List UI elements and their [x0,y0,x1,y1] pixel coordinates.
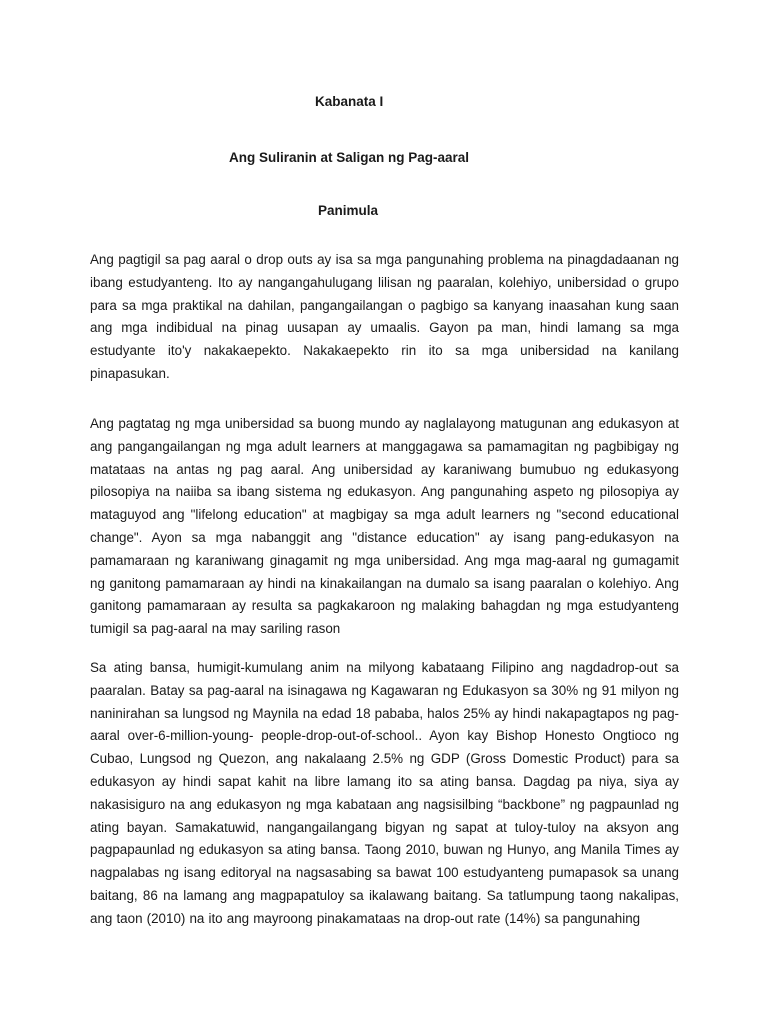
chapter-title: Ang Suliranin at Saligan ng Pag-aaral [229,150,470,165]
paragraph: Sa ating bansa, humigit-kumulang anim na milyong kabataang Filipino ang nagdadrop-out sa paaralan. Batay sa pag-aaral na isinagawa ng Kagawaran ng Edukasyon sa 30% ng 91 milyon ng naninirahan sa lungsod ng Maynila na edad 18 pababa, halos 25% ay hindi nakapagtapos ng pag-aaral over-6-million-young- people-drop-out-of-school.. Ayon kay Bishop Honesto Ongtioco ng Cubao, Lungsod ng Quezon, ang nakalaang 2.5% ng GDP (Gross Domestic Product) para sa edukasyon ay hindi sapat kahit na libre lamang ito sa ating bansa. Dagdag pa niya, siya ay nakasisiguro na ang edukasyon ng mga kabataan ang nagsisilbing “backbone” ng pagpaunlad ng ating bayan. Samakatuwid, nangangailangang bigyan ng sapat at tuloy-tuloy na aksyon ang pagpapaunlad ng edukasyon sa ating bansa. Taong 2010, buwan ng Hunyo, ang Manila Times ay nagpalabas ng isang editoryal na nagsasabing sa bawat 100 estudyanteng pumapasok sa unang baitang, 86 na lamang ang magpapatuloy sa ikalawang baitang. Sa tatlumpung taong nakalipas, ang taon (2010) na ito ang mayroong pinakamataas na drop-out rate (14%) sa pangunahing [90,660,679,926]
paragraph: Ang pagtigil sa pag aaral o drop outs ay isa sa mga pangunahing problema na pinagdadaanan ng ibang estudyanteng. Ito ay nangangahulugang lilisan ng paaralan, kolehiyo, unibersidad o grupo para sa mga praktikal na dahilan, pangangailangan o pagbigo sa kanyang inaasahan kung saan ang mga indibidual na pinag uusapan ay umaalis. Gayon pa man, hindi lamang sa mga estudyante ito'y nakakaepekto. Nakakaepekto rin ito sa mga unibersidad na kanilang pinapasukan. [90,252,679,381]
chapter-heading: Kabanata I [315,94,384,109]
section-heading: Panimula [318,203,379,218]
paragraph: Ang pagtatag ng mga unibersidad sa buong mundo ay naglalayong matugunan ang edukasyon at ang pangangailangan ng mga adult learners at manggagawa sa pamamagitan ng pagbibigay ng matataas na antas ng pag aaral. Ang unibersidad ay karaniwang bumubuo ng edukasyong pilosopiya na naiiba sa ibang sistema ng edukasyon. Ang pangunahing aspeto ng pilosopiya ay mataguyod ang "lifelong education" at magbigay sa mga adult learners ng "second educational change". Ayon sa mga nabanggit ang "distance education" ay isang pang-edukasyon na pamamaraan ng karaniwang ginagamit ng mga unibersidad. Ang mga mag-aaral ng gumagamit ng ganitong pamamaraan ay hindi na kinakailangan na dumalo sa isang paaralan o kolehiyo. Ang ganitong pamamaraan ay resulta sa pagkakaroon ng malaking bahagdan ng mga estudyanteng tumigil sa pag-aaral na may sariling rason [90,416,679,637]
